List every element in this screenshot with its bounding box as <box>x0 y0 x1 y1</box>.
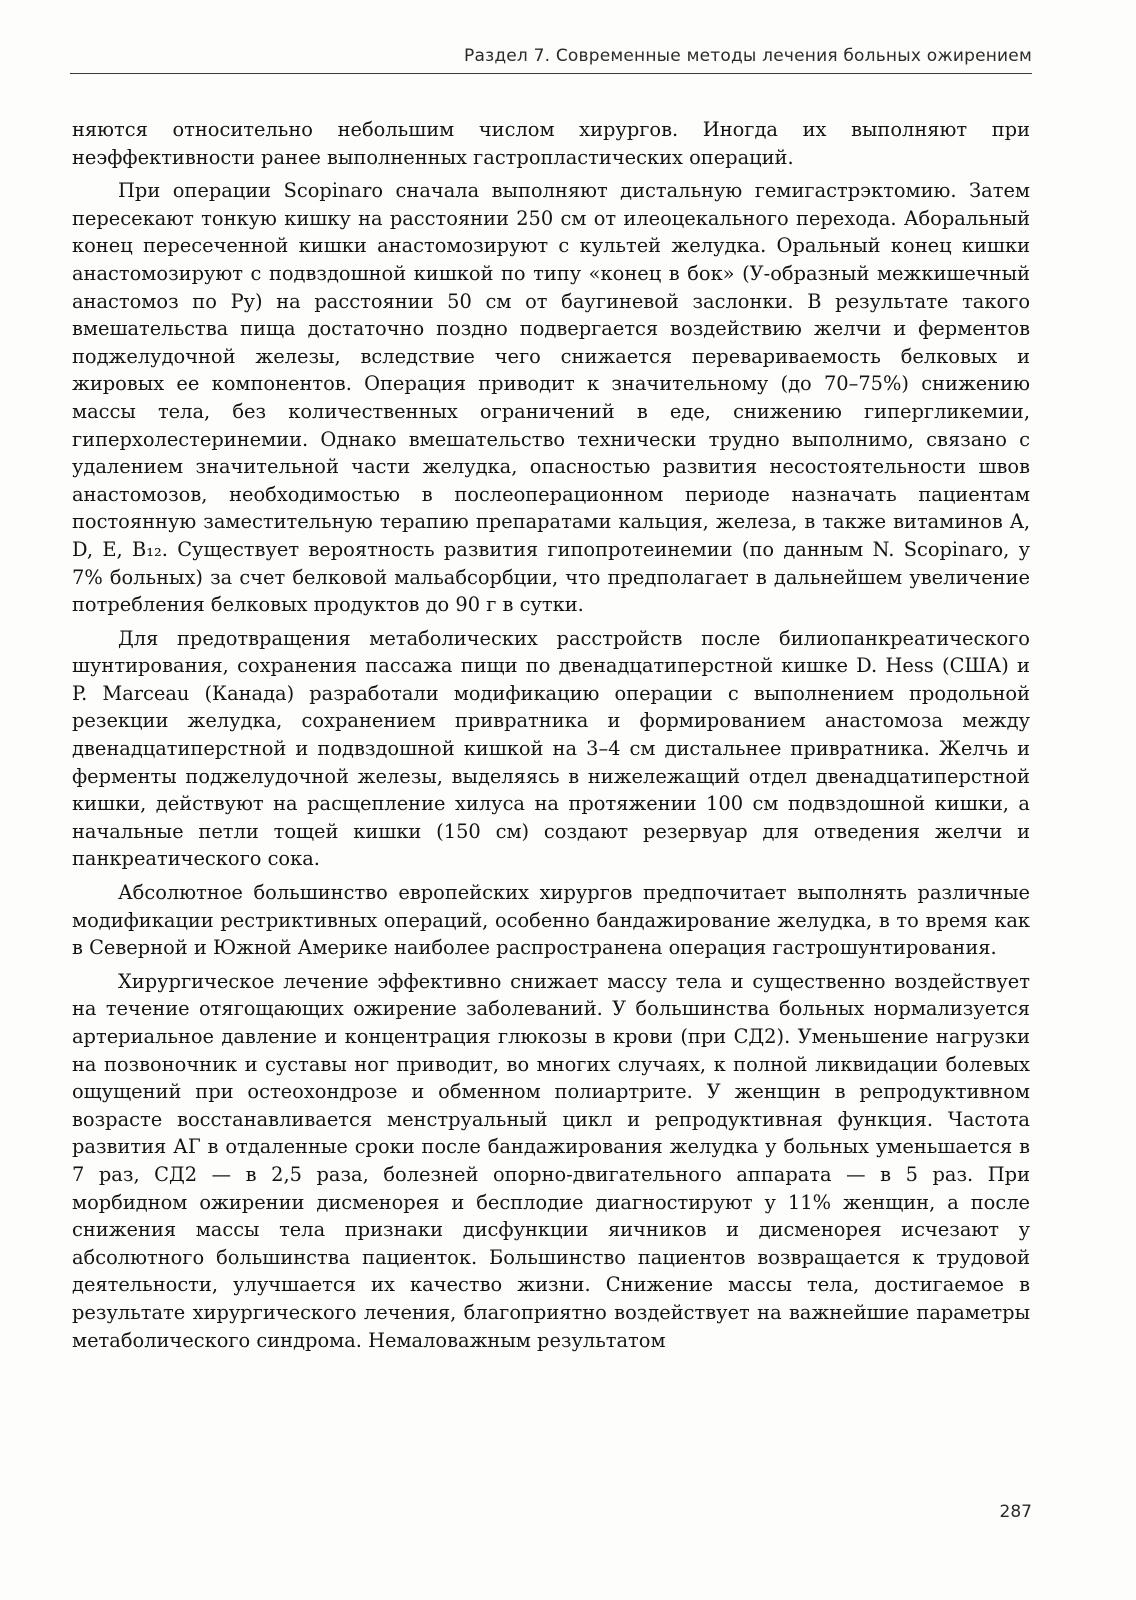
paragraph-scopinaro: При операции Scopinaro сначала выполняют дистальную гемигастрэктомию. Затем пересекают тонкую кишку на расстоянии 250 см от илеоцекального перехода. Аборальный конец пересеченной кишки анастомозируют с культей желудка. Оральный конец кишки анастомозируют с подвздошной кишкой по типу «конец в бок» (У-образный межкишечный анастомоз по Ру) на расстоянии 50 см от баугиневой заслонки. В результате такого вмешательства пища достаточно поздно подвергается воздействию желчи и ферментов поджелудочной железы, вследствие чего снижается перевариваемость белковых и жировых ее компонентов. Операция приводит к значительному (до 70–75%) снижению массы тела, без количественных ограничений в еде, снижению гипергликемии, гиперхолестеринемии. Однако вмешательство технически трудно выполнимо, связано с удалением значительной части желудка, опасностью развития несостоятельности швов анастомозов, необходимостью в послеоперационном периоде назначать пациентам постоянную заместительную терапию препаратами кальция, железа, в также витаминов A, D, E, B₁₂. Существует вероятность развития гипопротеинемии (по данным N. Scopinaro, у 7% больных) за счет белковой мальабсорбции, что предполагает в дальнейшем увеличение потребления белковых продуктов до 90 г в сутки. <box>72 179 1030 617</box>
running-header <box>70 46 1032 80</box>
paragraph-surgical-outcomes: Хирургическое лечение эффективно снижает массу тела и существенно воздействует на течение отягощающих ожирение заболеваний. У большинства больных нормализуется артериальное давление и концентрация глюкозы в крови (при СД2). Уменьшение нагрузки на позвоночник и суставы ног приводит, во многих случаях, к полной ликвидации болевых ощущений при остеохондрозе и обменном полиартрите. У женщин в репродуктивном возрасте восстанавливается менструальный цикл и репродуктивная функция. Частота развития АГ в отдаленные сроки после бандажирования желудка у больных уменьшается в 7 раз, СД2 — в 2,5 раза, болезней опорно-двигательного аппарата — в 5 раз. При морбидном ожирении дисменорея и бесплодие диагностируют у 11% женщин, а после снижения массы тела признаки дисфункции яичников и дисменорея исчезают у абсолютного большинства пациенток. Большинство пациентов возвращается к трудовой деятельности, улучшается их качество жизни. Снижение массы тела, достигаемое в результате хирургического лечения, благоприятно воздействует на важнейшие параметры метаболического синдрома. Немаловажным результатом <box>72 969 1030 1352</box>
paragraph-continued: няются относительно небольшим числом хирургов. Иногда их выполняют при неэффективности ранее выполненных гастропластических операций. <box>72 118 1030 169</box>
paragraph-european-surgeons: Абсолютное большинство европейских хирургов предпочитает выполнять различные модификации рестриктивных операций, особенно бандажирование желудка, в то время как в Северной и Южной Америке наиболее распространена операция гастрошунтирования. <box>72 881 1030 960</box>
header-rule <box>70 73 1032 74</box>
running-header-title: Раздел 7. Современные методы лечения больных ожирением <box>464 46 1032 66</box>
body-text <box>72 116 1030 1360</box>
page-number: 287 <box>999 1502 1032 1522</box>
paragraph-hess-marceau: Для предотвращения метаболических расстройств после билиопанкреатического шунтирования, сохранения пассажа пищи по двенадцатиперстной кишке D. Hess (США) и P. Marceau (Канада) разработали модификацию операции с выполнением продольной резекции желудка, сохранением привратника и формированием анастомоза между двенадцатиперстной и подвздошной кишкой на 3–4 см дистальнее привратника. Желчь и ферменты поджелудочной железы, выделяясь в нижележащий отдел двенадцатиперстной кишки, действуют на расщепление хилуса на протяжении 100 см подвздошной кишки, а начальные петли тощей кишки (150 см) создают резервуар для отведения желчи и панкреатического сока. <box>72 626 1030 871</box>
